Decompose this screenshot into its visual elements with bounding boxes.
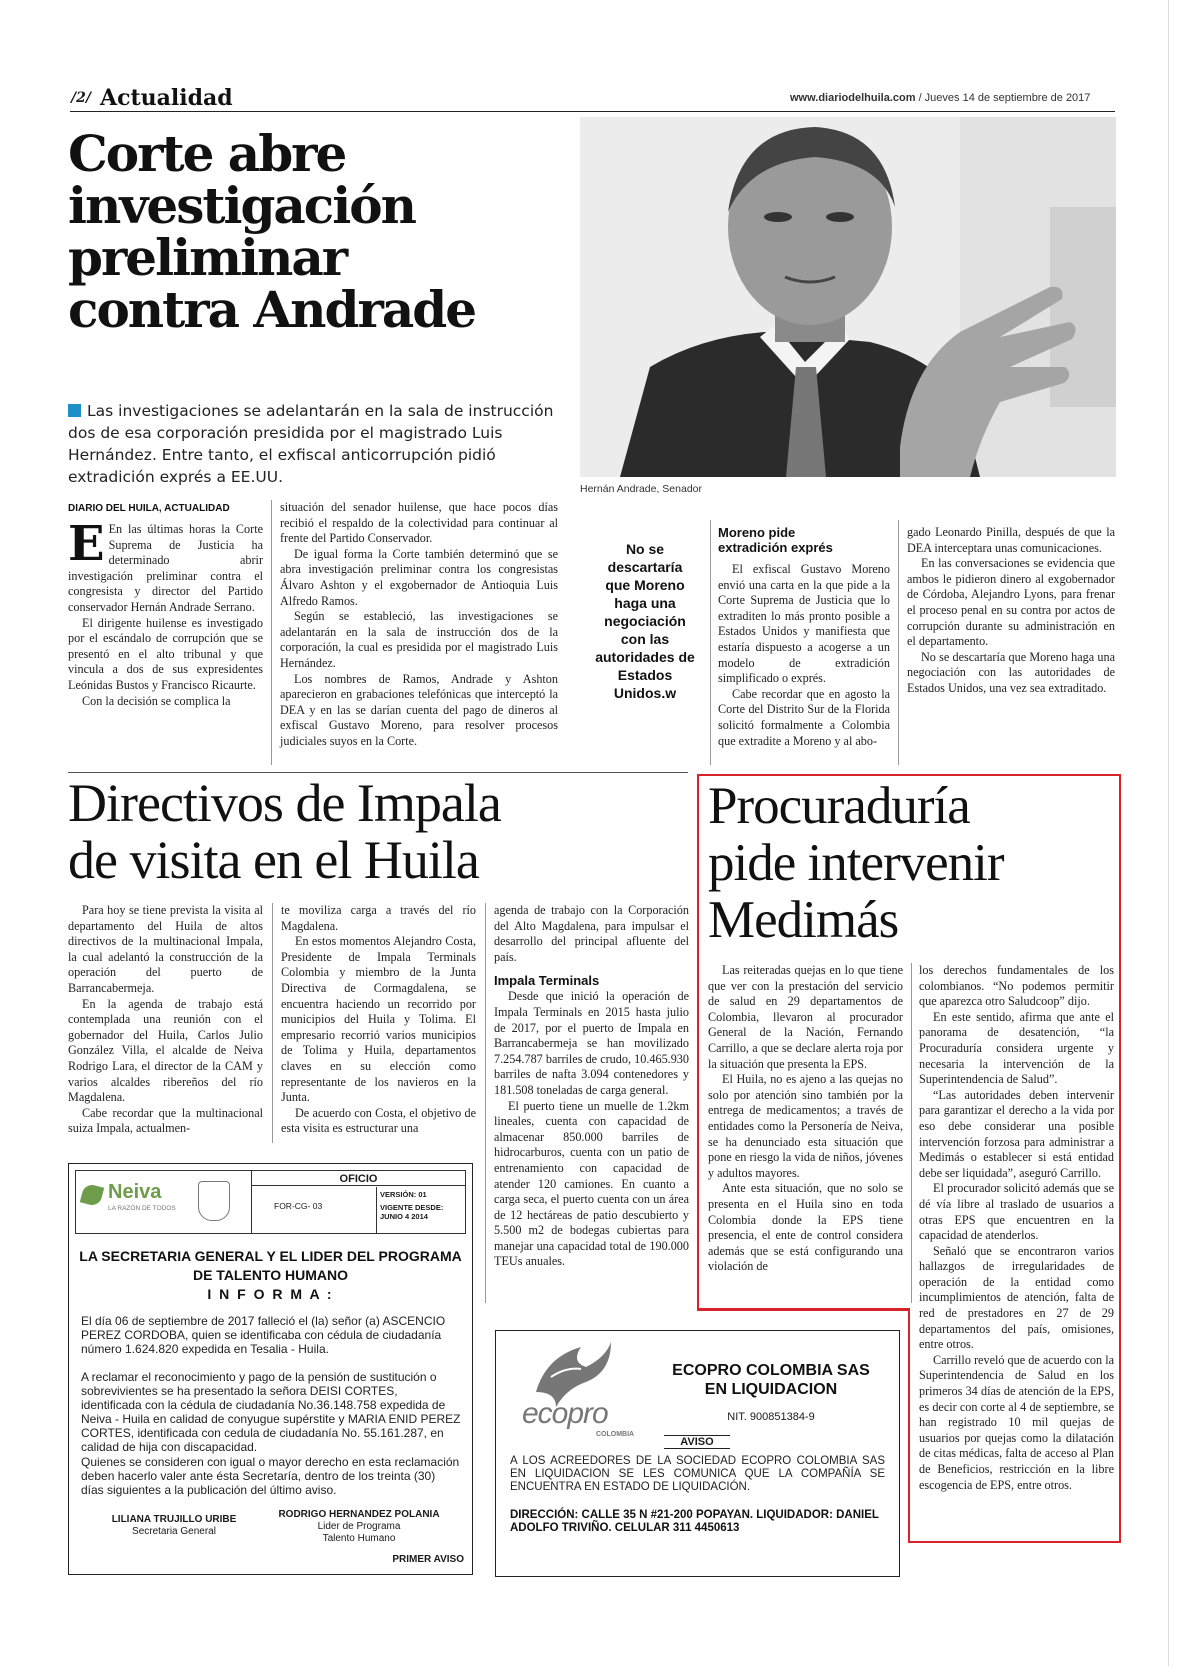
paragraph: Para hoy se tiene prevista la visita al departamento del Huila de altos directivos de la multinacional Impala, la cual adelantó la construcción de la operación del puerto de Barrancabermeja. — [68, 903, 263, 995]
paragraph: “Las autoridades deben intervenir para garantizar el derecho a la vida por eso debe considerar una posible intervención forzosa para administrar a Medimás o establecer si está entidad debe ser liquidada”, aseguró Carrillo. — [919, 1087, 1114, 1180]
story3-column-1 — [708, 963, 903, 1275]
paragraph: Las reiteradas quejas en lo que tiene que ver con la prestación del servicio de salud en 29 departamentos de Colombia, llevaron al procurador General de la Nación, Fernando Carrillo, a que se declare alerta roja por la situación que presenta la EPS. — [708, 963, 903, 1071]
senator-photo — [580, 117, 1116, 477]
neiva-notice — [68, 1163, 473, 1575]
photo-caption: Hernán Andrade, Senador — [580, 483, 703, 495]
paragraph: El exfiscal Gustavo Moreno envió una carta en la que pide a la Corte Suprema de Justicia que lo extraditen lo más pronto posible a Estados Unidos y manifiesta que estaría dispuesto a acogerse a un modelo de extradición simplificado o exprés. — [718, 562, 890, 686]
column-divider — [272, 903, 273, 1143]
signature-1 — [99, 1514, 249, 1538]
notice-title-line: LA SECRETARIA GENERAL Y EL LIDER DEL PROGRAMA — [79, 1248, 462, 1264]
neiva-logo — [80, 1177, 190, 1227]
headline-line: de visita en el Huila — [68, 830, 479, 890]
logo-sub: COLOMBIA — [596, 1431, 635, 1438]
story3-column-2 — [919, 963, 1114, 1493]
logo-text: ecopro — [522, 1397, 608, 1430]
section-title: Actualidad — [100, 85, 233, 111]
column-divider — [710, 520, 711, 765]
subhead-impala-terminals: Impala Terminals — [494, 973, 600, 989]
story2-headline — [68, 775, 688, 889]
paragraph: Ante esta situación, que no solo se presenta en el Huila sino en toda Colombia donde la EPS tiene presencia, el ente de control considera además que se está configurando una violación de — [708, 1181, 903, 1274]
header-rule — [70, 111, 1115, 112]
paragraph: agenda de trabajo con la Corporación del Alto Magdalena, para impulsar el desarrollo del principal afluente del país. — [494, 903, 689, 964]
highlight-box-lower-left — [697, 1308, 910, 1311]
subhead-moreno: Moreno pide extradición exprés — [718, 525, 833, 555]
logo-text: Neiva — [108, 1181, 162, 1203]
form-version: VERSIÓN: 01 — [380, 1190, 427, 1199]
paragraph: De igual forma la Corte también determinó que se abra investigación preliminar contra los congresistas Álvaro Ashton y el exgobernador de Antioquia Luis Alfredo Ramos. — [280, 546, 558, 608]
headline-line: pide intervenir — [708, 834, 1004, 892]
paragraph: En estos momentos Alejandro Costa, Presidente de Impala Terminals Colombia y miembro de la Junta Directiva de Cormagdalena, se encuentra haciendo un recorrido por municipios del Huila y Tolima. El empresario recorrió varios municipios de Tolima y Huila, departamentos claves en su elección como representante de los navieros en la Junta. — [281, 934, 476, 1105]
paragraph: El Huila, no es ajeno a las quejas no solo por atención sino también por la entrega de medicamentos; a través de entidades como la Personería de Neiva, se ha denunciado esta situación que pone en riesgo la vida de niños, jóvenes y adultos mayores. — [708, 1072, 903, 1180]
paragraph: Carrillo reveló que de acuerdo con la Superintendencia de Salud en los primeros 34 días de atención de la EPS, es decir con corte al 4 de septiembre, se han registrado 10 mil quejas de usuarios por quejas como la dilatación de citas médicas, falta de acceso al Plan de Beneficios, restricción en la libre escogencia de EPS, entre otros. — [919, 1352, 1114, 1492]
headline-line: preliminar — [68, 228, 347, 287]
paragraph: Cabe recordar que la multinacional suiza Impala, actualmen- — [68, 1105, 263, 1136]
signer-role: Talento Humano — [322, 1533, 396, 1544]
company-nit: NIT. 900851384-9 — [727, 1411, 815, 1423]
paragraph: El procurador solicitó además que se dé vía libre al traslado de usuarios a otras EPS que encuentren en la capacidad de atenderlos. — [919, 1181, 1114, 1243]
signer-role: Secretaria General — [132, 1526, 216, 1537]
story2-column-2 — [281, 903, 476, 1137]
aviso-body: A LOS ACREEDORES DE LA SOCIEDAD ECOPRO COLOMBIA SAS EN LIQUIDACION SE LES COMUNICA QUE LA COMPAÑÍA SE ENCUENTRA EN ESTADO DE LIQUIDACIÓN. — [510, 1455, 885, 1493]
ecopro-logo — [514, 1337, 664, 1447]
paragraph: El dirigente huilense es investigado por el escándalo de corrupción que se presentó en el alto tribunal y que vincula a dos de sus expresidentes Leónidas Bustos y Francisco Ricaurte. — [68, 615, 263, 692]
column-divider — [485, 903, 486, 1303]
headline-line: Procuraduría — [708, 777, 970, 835]
aviso-address: DIRECCIÓN: CALLE 35 N #21-200 POPAYAN. LIQUIDADOR: DANIEL ADOLFO TRIVIÑO. CELULAR 311 4450613 — [510, 1509, 879, 1534]
logo-slogan: LA RAZÓN DE TODOS — [108, 1205, 176, 1212]
signature-2 — [259, 1509, 459, 1545]
headline-line: Medimás — [708, 891, 899, 949]
notice-title-line: DE TALENTO HUMANO — [192, 1267, 349, 1283]
paragraph: gado Leonardo Pinilla, después de que la DEA interceptara unas comunicaciones. — [907, 525, 1115, 555]
signer-name: RODRIGO HERNANDEZ POLANIA — [278, 1509, 440, 1520]
accent-square-icon — [68, 404, 81, 417]
paragraph: De acuerdo con Costa, el objetivo de esta visita es estructurar una — [281, 1105, 476, 1136]
paragraph: Según se estableció, las investigaciones se adelantarán en la sala de instrucción dos de la corporación, la cual es presidida por el magistrado Luis Hernández. — [280, 609, 558, 670]
page-edge — [1168, 0, 1169, 1666]
summary-text: Las investigaciones se adelantarán en la sala de instrucción dos de esa corporación presidida por el magistrado Luis Hernández. Entre tanto, el exfiscal anticorrupción pidió extradición exprés a EE.UU. — [68, 402, 554, 486]
seal-icon — [198, 1181, 230, 1221]
paragraph: situación del senador huilense, que hace pocos días recibió el respaldo de la colectividad para continuar al frente del Partido Conservador. — [280, 500, 558, 546]
drop-cap: E — [68, 516, 105, 572]
story3-headline — [708, 778, 1118, 949]
notice-informa: I N F O R M A : — [207, 1286, 334, 1302]
story1-column-2 — [280, 500, 558, 750]
headline-line: contra Andrade — [68, 280, 476, 339]
aviso-label: AVISO — [664, 1435, 730, 1449]
ecopro-notice — [495, 1330, 900, 1577]
paragraph: No se descartaría que Moreno haga una negociación con las autoridades de Estados Unidos, una vez sea extraditado. — [907, 649, 1115, 695]
pull-quote: No se descartaría que Moreno haga una negociación con las autoridades de Estados Unidos.w — [595, 541, 695, 701]
notice-paragraph-2: A reclamar el reconocimiento y pago de la pensión de sustitución o sobrevivientes se ha presentado la señora DEISI CORTES, identificada con la cédula de ciudadanía No.36.148.758 expedida de Neiva - Huila en calidad de conyugue supérstite y MARIA ENID PEREZ CORTES, identificada con cedula de ciudadanía No. 55.161.287, en calidad de hija con discapacidad. — [81, 1370, 461, 1454]
portrait-illustration — [580, 117, 1116, 477]
company-line: ECOPRO COLOMBIA SAS — [672, 1362, 870, 1379]
company-line: EN LIQUIDACION — [704, 1381, 838, 1398]
form-valid-from: VIGENTE DESDE: JUNIO 4 2014 — [380, 1203, 444, 1221]
paragraph: Cabe recordar que en agosto la Corte del Distrito Sur de la Florida solicitó formalmente a Colombia que extradite a Moreno y al abo- — [718, 686, 890, 748]
story1-column-4 — [907, 525, 1115, 697]
column-divider — [911, 963, 912, 1303]
notice-title — [75, 1247, 466, 1304]
column-divider — [898, 520, 899, 765]
leaf-icon — [80, 1183, 104, 1207]
story2-column-3 — [494, 903, 689, 1270]
paragraph: En las conversaciones se evidencia que ambos le pidieron dinero al exgobernador de Córdoba, Alejandro Lyons, para frenar el proceso penal en su contra por actos de corrupción durante su administración en el departamento. — [907, 556, 1115, 649]
issue-date: / Jueves 14 de septiembre de 2017 — [915, 92, 1091, 104]
paragraph: te moviliza carga a través del río Magdalena. — [281, 903, 476, 933]
story1-summary — [68, 400, 558, 488]
story1-column-3 — [718, 562, 890, 749]
story1-column-1 — [68, 516, 263, 709]
notice-footer: PRIMER AVISO — [392, 1554, 464, 1565]
paragraph: En la agenda de trabajo está contemplada una reunión con el gobernador del Huila, Carlos Julio González Villa, el alcalde de Neiva Rodrigo Lara, el director de la CAM y varios alcaldes ribereños del río Magdalena. — [68, 996, 263, 1105]
form-divider — [376, 1187, 377, 1233]
site-url: www.diariodelhuila.com — [790, 92, 916, 104]
company-name — [666, 1361, 876, 1399]
paragraph: Con la decisión se complica la — [82, 693, 231, 708]
headline-line: investigación — [68, 176, 415, 235]
paragraph: Señaló que se encontraron varios hallazgos de irregularidades de operación de la entidad como incumplimientos de atención, falta de red de prestadores en 27 de 29 departamentos del país, omisiones, entre otros. — [919, 1243, 1114, 1352]
form-header — [75, 1170, 466, 1234]
paragraph: Desde que inició la operación de Impala Terminals en 2015 hasta julio de 2017, por el puerto de Impala en Barrancabermeja se han movilizado 7.254.787 barriles de crudo, 10.465.930 barriles de nafta 3.094 contenedores y 181.508 toneladas de carga general. — [494, 989, 689, 1097]
paragraph: Los nombres de Ramos, Andrade y Ashton aparecieron en grabaciones telefónicas que interceptó la DEA y en las se darían cuenta del pago de dineros al exfiscal Gustavo Moreno, para resolver procesos judiciales suyos en la Corte. — [280, 671, 558, 748]
header-dateline — [790, 92, 1090, 104]
signer-name: LILIANA TRUJILLO URIBE — [111, 1514, 237, 1525]
notice-paragraph-3: Quienes se consideren con igual o mayor derecho en esta reclamación deben hacerlo valer ante ésta Secretaría, dentro de los treinta (30) días siguientes a la publicación del último aviso. — [81, 1455, 460, 1497]
paragraph: El puerto tiene un muelle de 1.2km lineales, cuenta con capacidad de almacenar 850.000 barriles de hidrocarburos, cuenta con un patio de entrenamiento con capacidad de atender 120 camiones. En cuanto a carga seca, el puerto cuenta con un área de 12 hectáreas de patio descubierto y 5.500 m2 de bodegas cubiertas para manejar una capacidad total de 190.000 TEUs anuales. — [494, 1098, 689, 1269]
notice-paragraph-1: El día 06 de septiembre de 2017 falleció el (la) señor (a) ASCENCIO PEREZ CORDOBA, quien se identificaba con cédula de ciudadanía número 1.624.820 expedida en Tesalia - Huila. — [81, 1314, 446, 1356]
form-code: FOR-CG- 03 — [274, 1201, 323, 1211]
paragraph: En este sentido, afirma que ante el panorama de desatención, “la Procuraduría considera urgente y necesaria la intervención de la Superintendencia de Salud”. — [919, 1009, 1114, 1087]
paragraph: los derechos fundamentales de los colombianos. “No podemos permitir que aparezca otro Saludcoop” dijo. — [919, 963, 1114, 1009]
headline-line: Directivos de Impala — [68, 773, 501, 833]
story1-headline — [68, 124, 568, 339]
headline-line: Corte abre — [68, 124, 346, 183]
form-title: OFICIO — [252, 1173, 465, 1186]
paragraph: E En las últimas horas la Corte Suprema de Justicia ha determinado abrir investigación preliminar contra el congresista y director del Partido conservador Hernán Andrade Serrano. — [68, 516, 263, 614]
byline: DIARIO DEL HUILA, ACTUALIDAD — [68, 503, 230, 514]
signer-role: Lider de Programa — [317, 1521, 401, 1532]
page-number: /2/ — [71, 90, 91, 106]
story2-column-1 — [68, 903, 263, 1137]
column-divider — [271, 500, 272, 765]
